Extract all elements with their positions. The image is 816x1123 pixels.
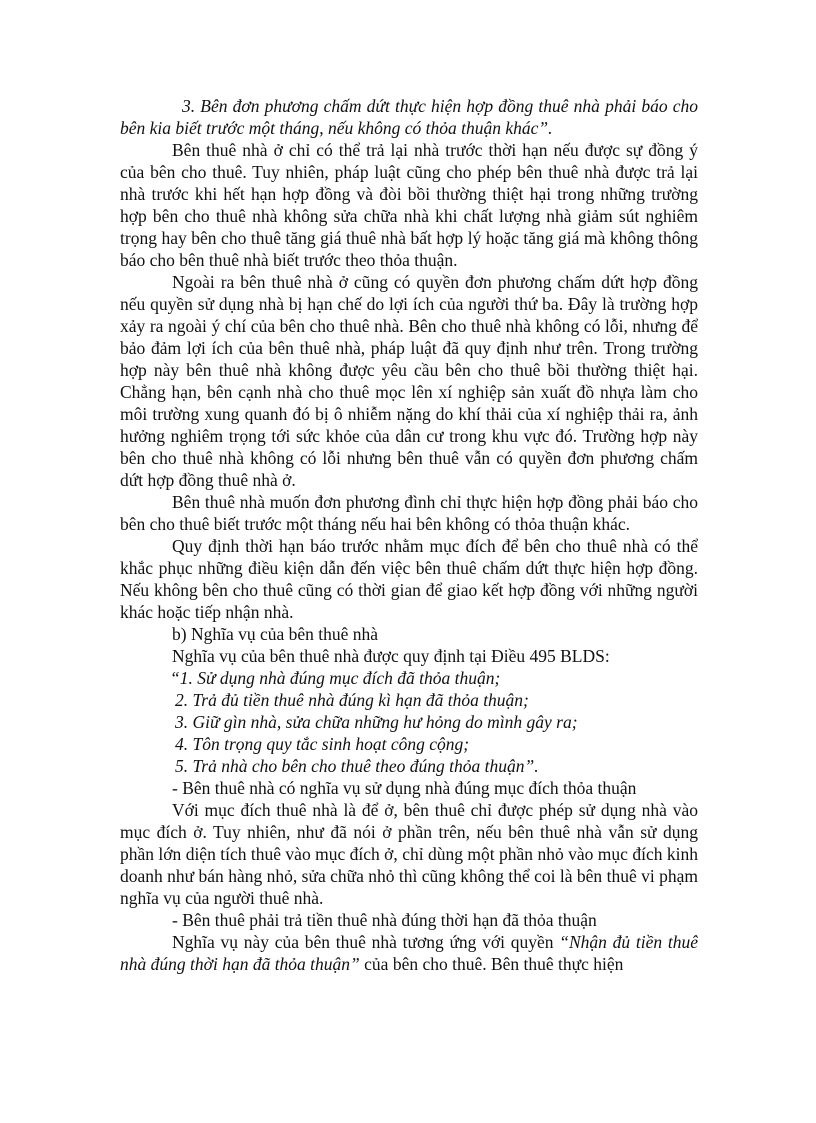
paragraph-notice-purpose: Quy định thời hạn báo trước nhằm mục đích để bên cho thuê nhà có thể khắc phục những điều kiện dẫn đến việc bên thuê chấm dứt thực hiện hợp đồng. Nếu không bên cho thuê cũng có thời gian để giao kết hợp đồng với những người khác hoặc tiếp nhận nhà. — [120, 536, 698, 622]
section-heading-b: b) Nghĩa vụ của bên thuê nhà — [172, 624, 379, 644]
paragraph-pay-rent — [120, 931, 698, 975]
pay-rent-quote: “Nhận đủ tiền thuê nhà đúng thời hạn đã thỏa thuận” — [120, 932, 699, 974]
bullet-use-purpose: - Bên thuê nhà có nghĩa vụ sử dụng nhà đúng mục đích thỏa thuận — [172, 778, 637, 798]
pay-rent-text-start: Nghĩa vụ này của bên thuê nhà tương ứng với quyền — [172, 932, 560, 952]
quote-item-1: “1. Sử dụng nhà đúng mục đích đã thỏa thuận; — [170, 668, 501, 688]
paragraph-clause-3: 3. Bên đơn phương chấm dứt thực hiện hợp đồng thuê nhà phải báo cho bên kia biết trước một tháng, nếu không có thỏa thuận khác”. — [120, 96, 698, 138]
pay-rent-text-end: của bên cho thuê. Bên thuê thực hiện — [359, 954, 624, 974]
bullet-pay-rent: - Bên thuê phải trả tiền thuê nhà đúng thời hạn đã thỏa thuận — [172, 910, 597, 930]
quote-item-5: 5. Trả nhà cho bên cho thuê theo đúng thỏa thuận”. — [175, 756, 539, 776]
article-495-intro: Nghĩa vụ của bên thuê nhà được quy định tại Điều 495 BLDS: — [172, 646, 610, 666]
quote-item-2: 2. Trả đủ tiền thuê nhà đúng kì hạn đã thỏa thuận; — [175, 690, 529, 710]
quote-item-4: 4. Tôn trọng quy tắc sinh hoạt công cộng; — [175, 734, 470, 754]
paragraph-early-return: Bên thuê nhà ở chỉ có thể trả lại nhà trước thời hạn nếu được sự đồng ý của bên cho thuê. Tuy nhiên, pháp luật cũng cho phép bên thuê nhà được trả lại nhà trước khi hết hạn hợp đồng và đòi bồi thường thiệt hại trong những trường hợp bên cho thuê nhà không sửa chữa nhà khi chất lượng nhà giảm sút nghiêm trọng hay bên cho thuê tăng giá thuê nhà bất hợp lý hoặc tăng giá mà không thông báo cho bên thuê nhà biết trước theo thỏa thuận. — [120, 140, 698, 270]
paragraph-third-party: Ngoài ra bên thuê nhà ở cũng có quyền đơn phương chấm dứt hợp đồng nếu quyền sử dụng nhà bị hạn chế do lợi ích của người thứ ba. Đây là trường hợp xảy ra ngoài ý chí của bên cho thuê nhà. Bên cho thuê nhà không có lỗi, nhưng để bảo đảm lợi ích của bên thuê nhà, pháp luật đã quy định như trên. Trong trường hợp này bên thuê nhà không được yêu cầu bên cho thuê bồi thường thiệt hại. Chẳng hạn, bên cạnh nhà cho thuê mọc lên xí nghiệp sản xuất đồ nhựa làm cho môi trường xung quanh đó bị ô nhiễm nặng do khí thải của xí nghiệp thải ra, ảnh hưởng nghiêm trọng tới sức khỏe của dân cư trong khu vực đó. Trường hợp này bên cho thuê nhà không có lỗi nhưng bên thuê vẫn có quyền đơn phương chấm dứt hợp đồng thuê nhà ở. — [120, 272, 698, 490]
document-page — [120, 95, 698, 975]
paragraph-use-purpose: Với mục đích thuê nhà là để ở, bên thuê chỉ được phép sử dụng nhà vào mục đích ở. Tuy nhiên, như đã nói ở phần trên, nếu bên thuê nhà vẫn sử dụng phần lớn diện tích thuê vào mục đích ở, chỉ dùng một phần nhỏ vào mục đích kinh doanh như bán hàng nhỏ, sửa chữa nhỏ thì cũng không thể coi là bên thuê vi phạm nghĩa vụ của người thuê nhà. — [120, 800, 698, 908]
quote-item-3: 3. Giữ gìn nhà, sửa chữa những hư hỏng do mình gây ra; — [175, 712, 578, 732]
paragraph-notice: Bên thuê nhà muốn đơn phương đình chỉ thực hiện hợp đồng phải báo cho bên cho thuê biết trước một tháng nếu hai bên không có thỏa thuận khác. — [120, 492, 698, 534]
